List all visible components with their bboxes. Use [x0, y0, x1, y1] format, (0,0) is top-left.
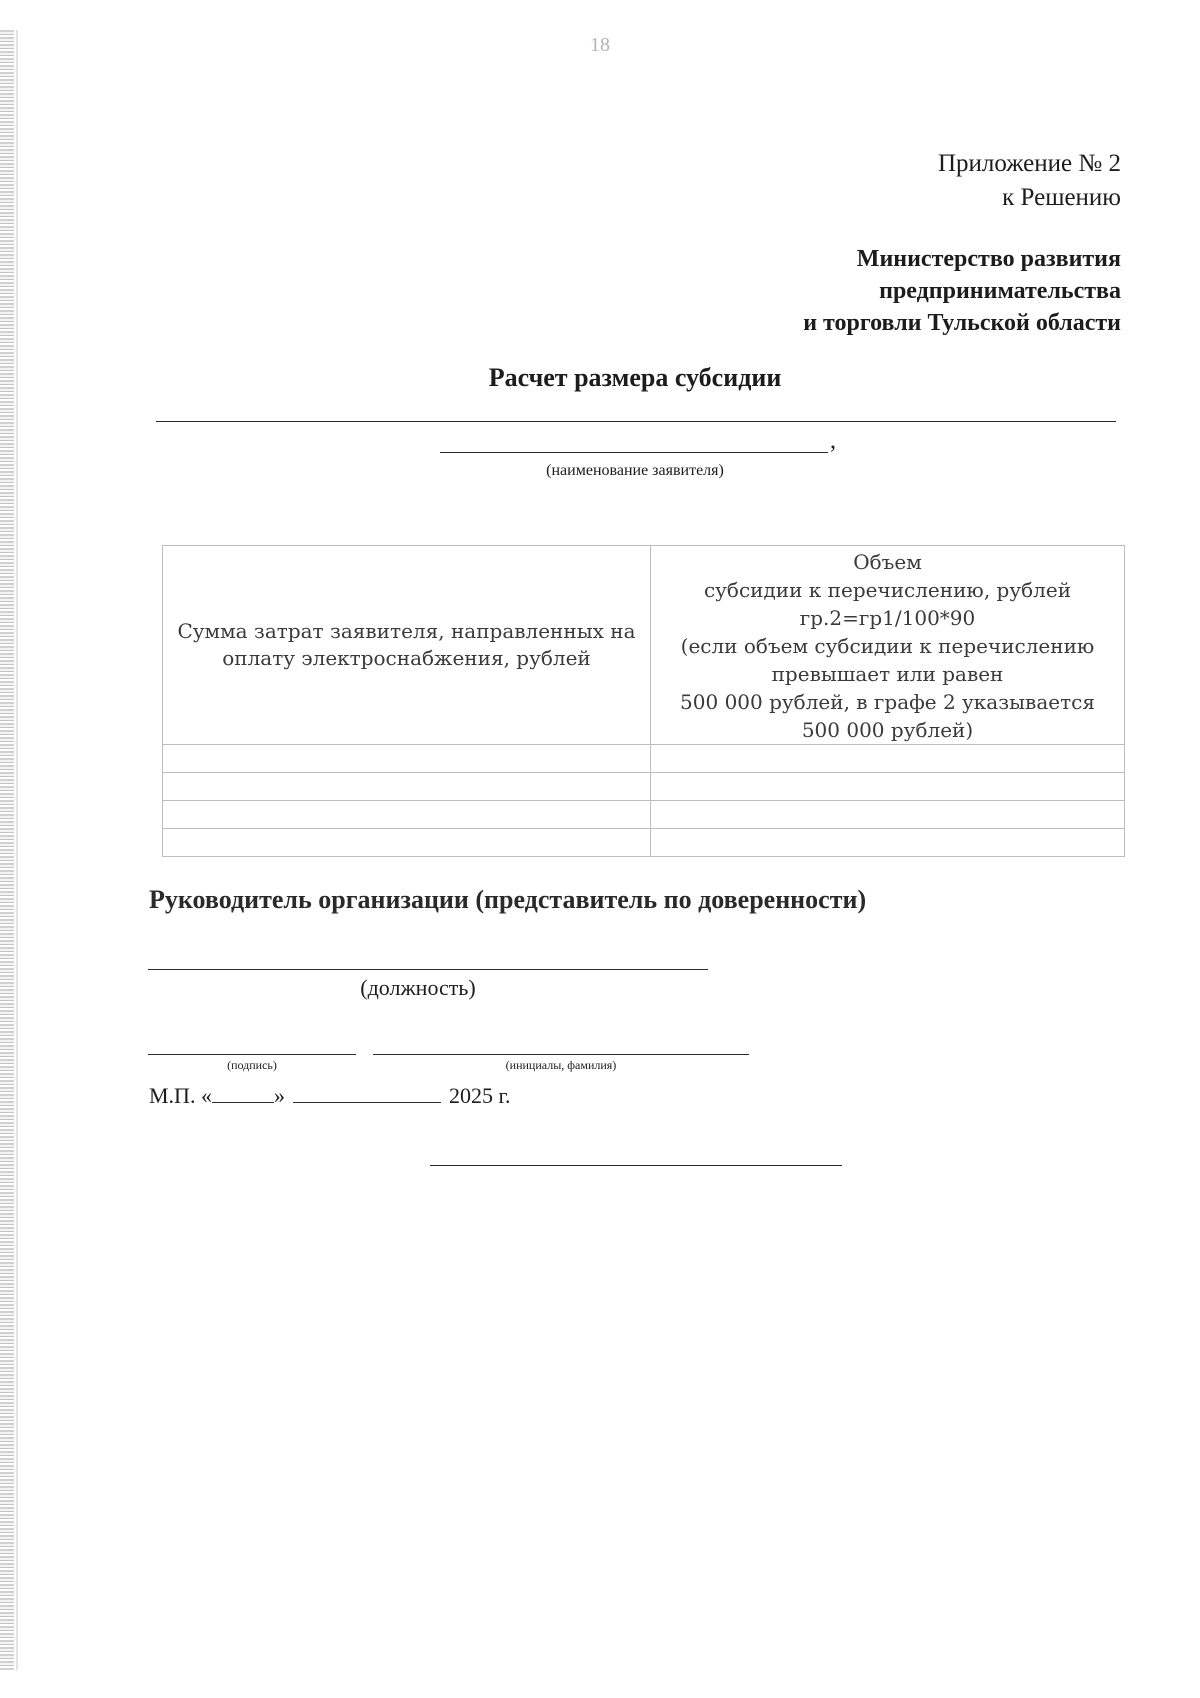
table-cell	[651, 773, 1125, 801]
ministry-block	[803, 243, 1121, 339]
stamp-date-line	[149, 1083, 511, 1109]
table-cell	[651, 829, 1125, 857]
table-header-row	[163, 546, 1125, 745]
subsidy-header-line: 500 000 рублей)	[801, 718, 974, 742]
signature-blank-line	[148, 1054, 356, 1055]
document-title: Расчет размера субсидии	[488, 363, 782, 392]
table-row	[163, 801, 1125, 829]
signature-caption: (подпись)	[227, 1058, 277, 1072]
applicant-comma: ,	[830, 428, 836, 454]
table-row	[163, 829, 1125, 857]
applicant-name-caption: (наименование заявителя)	[546, 462, 724, 479]
stamp-prefix: М.П. «	[149, 1083, 212, 1108]
appendix-number: Приложение № 2	[937, 150, 1121, 177]
subsidy-header-line: превышает или равен	[771, 662, 1004, 686]
subsidy-calculation-table	[162, 545, 1125, 857]
subsidy-header-line: 500 000 рублей, в графе 2 указывается	[680, 690, 1095, 714]
scan-edge-line	[16, 30, 18, 1670]
table-cell	[163, 773, 651, 801]
table-cell	[163, 801, 651, 829]
subsidy-header-line: (если объем субсидии к перечислению	[680, 634, 1095, 658]
scan-edge-artifact	[0, 30, 14, 1670]
bottom-blank-line	[430, 1165, 842, 1166]
stamp-quote-close: »	[273, 1083, 285, 1108]
full-width-blank-line	[156, 421, 1116, 422]
header-cell-costs: Сумма затрат заявителя, направленных на оплату электроснабжения, рублей	[163, 546, 651, 745]
initials-caption: (инициалы, фамилия)	[505, 1058, 617, 1072]
page-number: 18	[590, 34, 610, 56]
ministry-line-2: предпринимательства	[879, 278, 1121, 304]
table-row	[163, 773, 1125, 801]
table-cell	[651, 801, 1125, 829]
ministry-line-1: Министерство развития	[856, 246, 1121, 272]
initials-blank-line	[373, 1054, 749, 1055]
applicant-name-blank	[440, 452, 828, 453]
table-cell	[163, 829, 651, 857]
subsidy-header-line: субсидии к перечислению, рублей	[703, 578, 1072, 602]
day-blank	[212, 1084, 274, 1103]
stamp-year: 2025 г.	[448, 1083, 511, 1108]
manager-heading: Руководитель организации (представитель по доверенности)	[149, 885, 867, 914]
position-caption: (должность)	[360, 975, 476, 1000]
subsidy-header-line: Объем	[853, 550, 922, 574]
appendix-block	[938, 147, 1121, 215]
header-cell-subsidy	[651, 546, 1125, 745]
subsidy-header-line: гр.2=гр1/100*90	[799, 606, 976, 630]
table-cell	[651, 745, 1125, 773]
appendix-reference: к Решению	[1002, 184, 1121, 211]
ministry-line-3: и торговли Тульской области	[803, 310, 1121, 336]
table-cell	[163, 745, 651, 773]
position-blank-line	[148, 969, 708, 970]
table-row	[163, 745, 1125, 773]
month-blank	[293, 1084, 441, 1103]
